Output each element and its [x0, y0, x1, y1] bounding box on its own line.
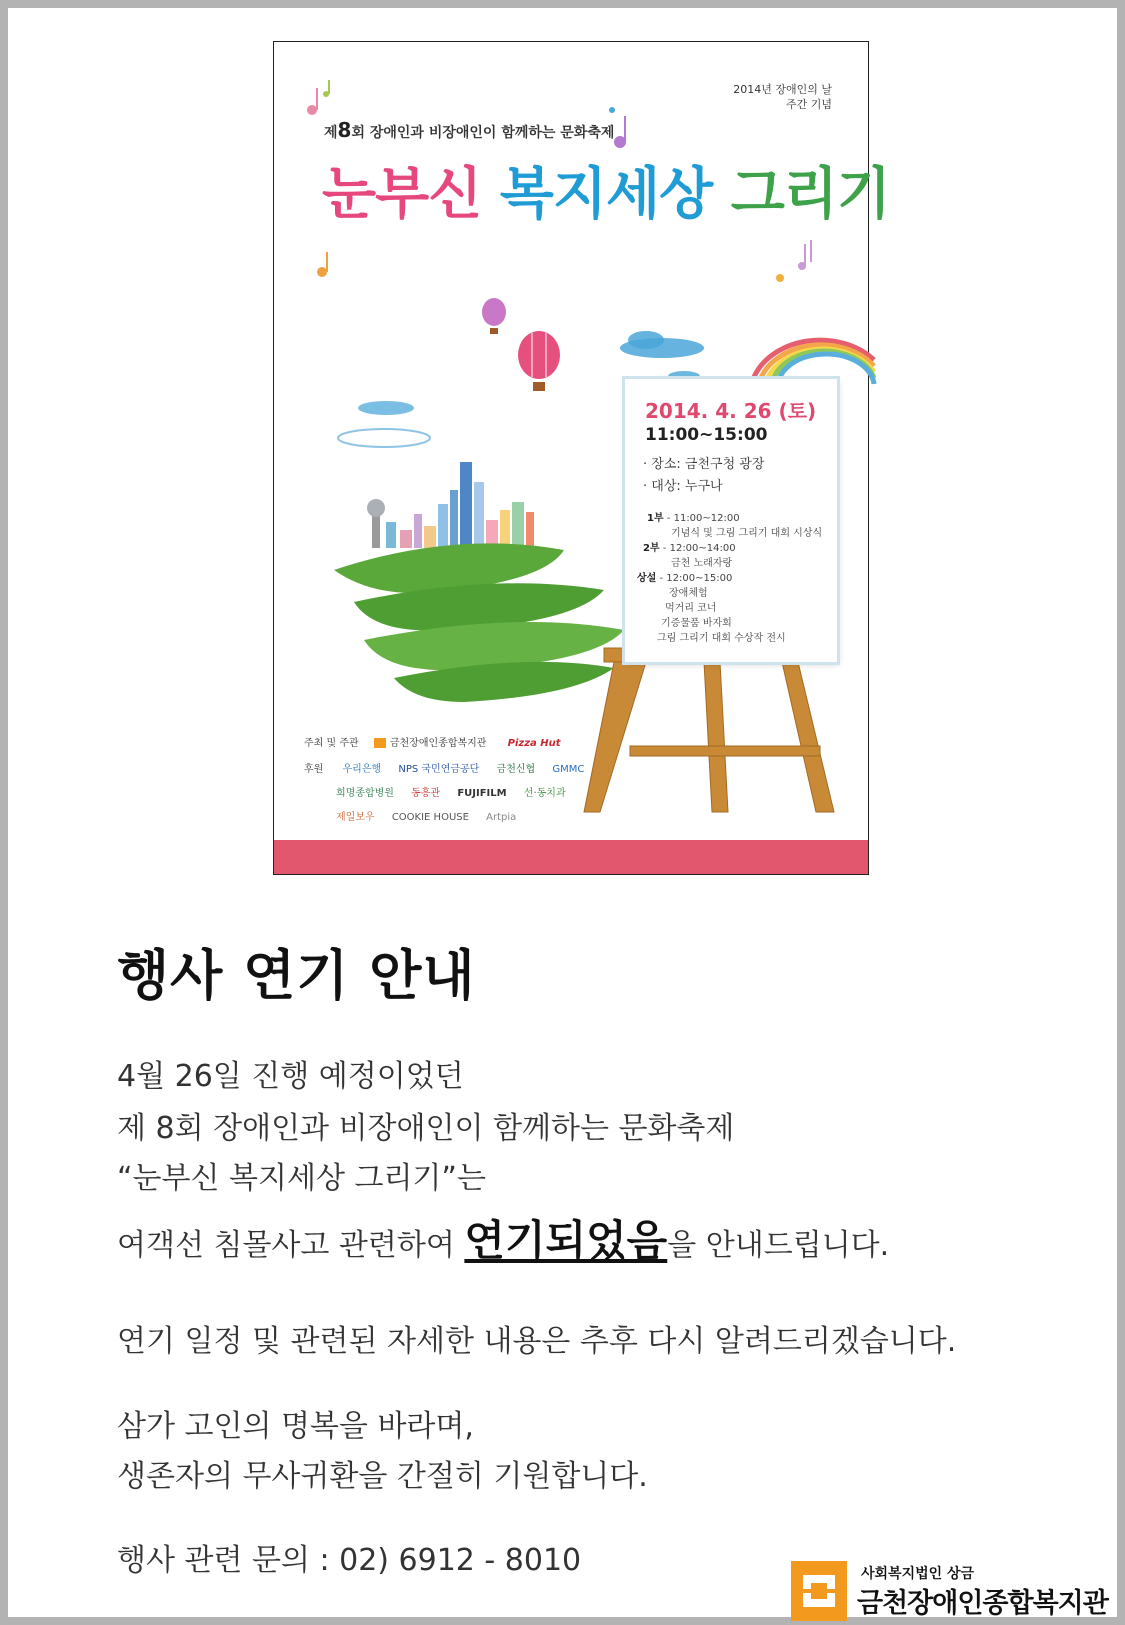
- organization-logo: [791, 1561, 1111, 1621]
- logo-subtitle: 사회복지법인 상금: [861, 1566, 975, 1582]
- notice-line: “눈부신 복지세상 그리기”는: [117, 1161, 486, 1196]
- postponed-emphasis: 연기되었음: [464, 1216, 668, 1265]
- schedule-part2: 2부 - 12:00~14:00: [643, 543, 736, 554]
- schedule-always-item: 먹거리 코너: [665, 603, 717, 614]
- host-logo-icon: [374, 738, 386, 748]
- festival-edition: 제8회 장애인과 비장애인이 함께하는 문화축제: [324, 118, 615, 142]
- schedule-part1-item: 기념식 및 그림 그리기 대회 시상식: [671, 528, 823, 539]
- music-note-icon: [317, 252, 328, 277]
- anniversary-label: 2014년 장애인의 날 주간 기념: [733, 83, 832, 111]
- organization-logo-icon: [791, 1561, 847, 1621]
- logo-name: 금천장애인종합복지관: [857, 1588, 1108, 1619]
- notice-postponed-line: 여객선 침몰사고 관련하여 연기되었음을 안내드립니다.: [117, 1216, 890, 1265]
- schedule-part2-item: 금천 노래자랑: [671, 558, 733, 569]
- support-row: 제일보우 COOKIE HOUSE Artpia: [336, 812, 517, 823]
- event-venue: · 장소: 금천구청 광장: [643, 457, 765, 472]
- support-row: 희명종합병원 동흥관 FUJIFILM 선·동치과: [336, 788, 566, 799]
- event-info-board: [625, 379, 837, 662]
- schedule-always-item: 장애체험: [669, 588, 708, 599]
- host-row: 주최 및 주관 금천장애인종합복지관 Pizza Hut: [304, 738, 561, 749]
- hot-air-balloon-icon: [482, 298, 506, 334]
- schedule-always: 상설 - 12:00~15:00: [637, 573, 733, 584]
- schedule-part1: 1부 - 11:00~12:00: [647, 513, 740, 524]
- poster-footer-bar: [274, 840, 868, 874]
- city-skyline-illustration: [367, 462, 534, 548]
- schedule-always-item: 그림 그리기 대회 수상작 전시: [657, 633, 786, 644]
- notice-line: 삼가 고인의 명복을 바라며,: [117, 1409, 474, 1444]
- schedule-always-item: 기증물품 바자회: [661, 618, 732, 629]
- notice-line: 생존자의 무사귀환을 간절히 기원합니다.: [117, 1459, 648, 1494]
- notice-line: 연기 일정 및 관련된 자세한 내용은 추후 다시 알려드리겠습니다.: [117, 1324, 957, 1359]
- easel-illustration: [584, 648, 834, 812]
- cloud-icon: [358, 401, 414, 415]
- event-time: 11:00~15:00: [645, 425, 768, 445]
- cloud-icon: [628, 331, 664, 349]
- event-date: 2014. 4. 26 (토): [645, 399, 817, 423]
- notice-title: 행사 연기 안내: [117, 944, 476, 1007]
- music-note-icon: [776, 240, 812, 282]
- grass-field-illustration: [334, 543, 624, 702]
- event-audience: · 대상: 누구나: [643, 479, 723, 494]
- notice-line: 4월 26일 진행 예정이었던: [117, 1059, 464, 1094]
- support-row: 후원 우리은행 NPS 국민연금공단 금천신협 GMMC: [304, 764, 585, 775]
- hot-air-balloon-icon: [518, 331, 560, 391]
- event-poster: [273, 41, 890, 875]
- notice-line: 제 8회 장애인과 비장애인이 함께하는 문화축제: [117, 1111, 735, 1146]
- cloud-icon: [338, 429, 430, 447]
- contact-line: 행사 관련 문의 : 02) 6912 - 8010: [117, 1543, 582, 1578]
- music-note-icon: [307, 80, 330, 115]
- poster-title: 눈부신 복지세상 그리기: [322, 161, 890, 227]
